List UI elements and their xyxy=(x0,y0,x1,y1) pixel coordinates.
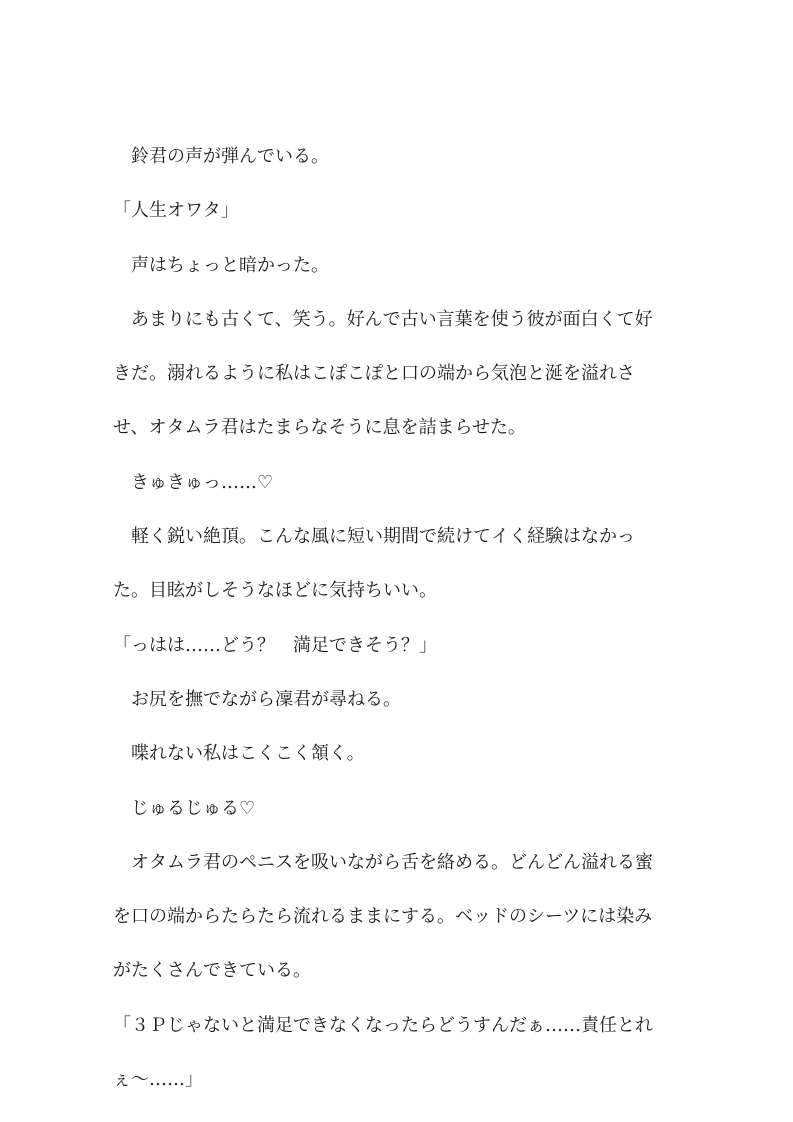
text-line: た。目眩がしそうなほどに気持ちいい。 xyxy=(113,580,437,602)
text-line: を口の端からたらたら流れるままにする。ベッドのシーツには染み xyxy=(113,906,653,928)
text-line: 喋れない私はこくこく頷く。 xyxy=(113,743,365,765)
text-line: きだ。溺れるように私はこぽこぽと口の端から気泡と涎を溢れさ xyxy=(113,363,635,385)
text-line: がたくさんできている。 xyxy=(113,960,311,982)
text-line: 鈴君の声が弾んでいる。 xyxy=(113,146,329,167)
text-line: 「っはは……どう？ 満足できそう？」 xyxy=(113,634,437,656)
text-line: 声はちょっと暗かった。 xyxy=(113,254,329,276)
text-line: 軽く鋭い絶頂。こんな風に短い期間で続けてイく経験はなかっ xyxy=(113,526,635,548)
text-line: ぇ〜……」 xyxy=(113,1069,203,1091)
text-line: きゅきゅっ……♡ xyxy=(113,471,274,493)
text-line: あまりにも古くて、笑う。好んで古い言葉を使う彼が面白くて好 xyxy=(113,308,653,330)
body-text xyxy=(113,140,693,1117)
text-line: せ、オタムラ君はたまらなそうに息を詰まらせた。 xyxy=(113,417,526,439)
text-line: 「３Ｐじゃないと満足できなくなったらどうすんだぁ……責任とれ xyxy=(113,1014,653,1036)
text-line: オタムラ君のペニスを吸いながら舌を絡める。どんどん溢れる蜜 xyxy=(113,851,653,873)
text-line: お尻を撫でながら凜君が尋ねる。 xyxy=(113,688,401,710)
text-line: じゅるじゅる♡ xyxy=(113,797,256,819)
text-line: 「人生オワタ」 xyxy=(113,200,239,222)
